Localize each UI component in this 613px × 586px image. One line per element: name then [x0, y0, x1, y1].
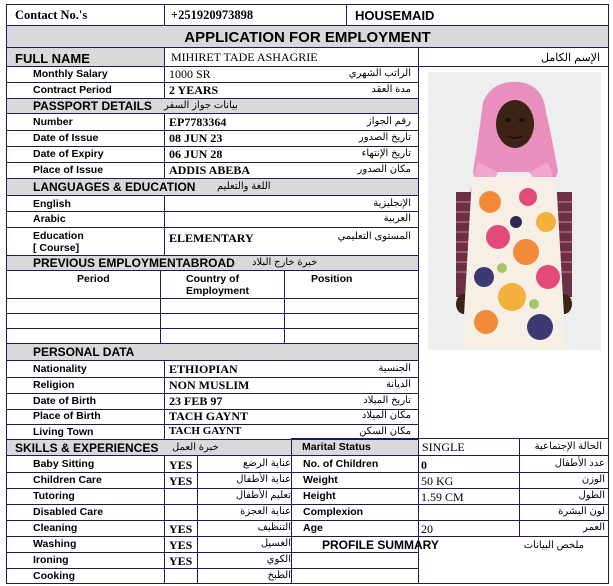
divider	[418, 456, 419, 536]
full-name-label: FULL NAME	[15, 51, 90, 66]
skill-baby-sitting: Baby Sitting	[33, 458, 95, 470]
nationality-arabic: الجنسية	[378, 363, 411, 374]
expiry-date-arabic: تاريخ الإنتهاء	[361, 148, 411, 159]
divider	[164, 361, 165, 439]
divider	[291, 520, 609, 521]
weight-label: Weight	[303, 474, 338, 486]
languages-title-arabic: اللغة والتعليم	[217, 181, 271, 192]
expiry-date-value: 06 JUN 28	[169, 147, 223, 161]
contact-value-cell	[164, 4, 347, 26]
skill-tutoring-arabic: تعليم الأطفال	[235, 490, 291, 501]
pob-arabic: مكان الميلاد	[361, 410, 411, 421]
skills-title-arabic: خبرة العمل	[172, 442, 219, 453]
divider	[6, 298, 419, 299]
arabic-arabic: العربية	[383, 213, 411, 224]
divider	[291, 472, 609, 473]
contact-value: +251920973898	[171, 8, 254, 22]
english-arabic: الإنجليزية	[373, 198, 411, 209]
column-period: Period	[77, 273, 110, 285]
profile-summary-box	[291, 536, 609, 584]
passport-number-label: Number	[33, 116, 73, 128]
applicant-photo-illustration	[428, 72, 601, 350]
issue-date-value: 08 JUN 23	[169, 131, 223, 145]
age-arabic: العمر	[583, 522, 605, 533]
issue-date-arabic: تاريخ الصدور	[358, 132, 411, 143]
previous-section-header	[7, 256, 418, 271]
skill-cleaning-value: YES	[169, 522, 193, 536]
dob-arabic: تاريخ الميلاد	[363, 395, 411, 406]
personal-section-header	[7, 344, 418, 361]
skill-children-care: Children Care	[33, 474, 102, 486]
skill-cooking: Cooking	[33, 570, 75, 582]
complexion-arabic: لون البشرة	[558, 506, 605, 517]
complexion-label: Complexion	[303, 506, 364, 518]
passport-title-arabic: بيانات جواز السفر	[164, 100, 238, 111]
profile-summary-arabic: ملخص البيانات	[523, 540, 584, 551]
children-label: No. of Children	[303, 458, 379, 470]
salary-arabic: الراتب الشهري	[348, 68, 411, 79]
english-label: English	[33, 198, 71, 210]
skill-disabled-care: Disabled Care	[33, 506, 104, 518]
education-value: ELEMENTARY	[169, 231, 254, 245]
salary-value: 1000 SR	[169, 67, 211, 81]
skill-cleaning-arabic: التنظيف	[257, 522, 291, 533]
nationality-value: ETHIOPIAN	[169, 362, 238, 376]
place-of-issue-label: Place of Issue	[33, 164, 104, 176]
education-arabic: المستوى التعليمي	[337, 231, 411, 242]
dob-value: 23 FEB 97	[169, 394, 223, 408]
personal-title: PERSONAL DATA	[33, 345, 135, 359]
skill-ironing-value: YES	[169, 554, 193, 568]
children-value: 0	[421, 458, 427, 472]
skills-title: SKILLS & EXPERIENCES	[15, 441, 159, 455]
skill-washing: Washing	[33, 538, 77, 550]
divider	[6, 227, 419, 228]
skill-washing-arabic: الغسيل	[260, 538, 291, 549]
skill-children-care-value: YES	[169, 474, 193, 488]
place-of-issue-arabic: مكان الصدور	[357, 164, 411, 175]
passport-title: PASSPORT DETAILS	[33, 99, 152, 113]
divider	[6, 211, 419, 212]
skill-baby-sitting-arabic: عناية الرضع	[242, 458, 291, 469]
religion-label: Religion	[33, 379, 75, 391]
living-town-value: TACH GAYNT	[169, 425, 242, 437]
height-value: 1.59 CM	[421, 490, 464, 504]
position-title: HOUSEMAID	[355, 8, 435, 23]
contract-label: Contract Period	[33, 84, 112, 96]
age-label: Age	[303, 522, 323, 534]
column-country: Country of Employment	[186, 273, 250, 297]
skill-baby-sitting-value: YES	[169, 458, 193, 472]
expiry-date-label: Date of Expiry	[33, 148, 104, 160]
previous-title-arabic: خبرة خارج البلاد	[252, 257, 318, 268]
weight-arabic: الوزن	[581, 474, 605, 485]
skill-cleaning: Cleaning	[33, 522, 78, 534]
living-town-label: Living Town	[33, 426, 94, 438]
divider	[6, 313, 419, 314]
skill-ironing: Ironing	[33, 554, 69, 566]
divider	[284, 271, 285, 343]
salary-label: Monthly Salary	[33, 68, 108, 80]
full-name-value: MIHIRET TADE ASHAGRIE	[171, 50, 318, 64]
contract-value: 2 YEARS	[169, 83, 219, 97]
children-arabic: عدد الأطفال	[554, 458, 605, 469]
position-cell	[346, 4, 609, 26]
age-value: 20	[421, 522, 433, 536]
skill-washing-value: YES	[169, 538, 193, 552]
full-name-arabic-cell	[418, 47, 609, 67]
education-sublabel: [ Course]	[33, 242, 80, 254]
religion-arabic: الديانة	[385, 379, 411, 390]
passport-number-value: EP7783364	[169, 115, 227, 129]
full-name-label-cell	[6, 47, 165, 67]
previous-title: PREVIOUS EMPLOYMENTABROAD	[33, 256, 235, 270]
skill-cooking-arabic: الطبخ	[267, 570, 291, 581]
full-name-value-cell	[164, 47, 419, 67]
divider	[164, 196, 165, 256]
issue-date-label: Date of Issue	[33, 132, 99, 144]
height-label: Height	[303, 490, 336, 502]
pob-value: TACH GAYNT	[169, 409, 249, 423]
education-label: Education	[33, 230, 84, 242]
living-town-arabic: مكان السكن	[359, 426, 411, 437]
height-arabic: الطول	[578, 490, 605, 501]
skill-ironing-arabic: الكوي	[266, 554, 291, 565]
skill-tutoring: Tutoring	[33, 490, 75, 502]
skill-children-care-arabic: عناية الأطفال	[236, 474, 291, 485]
marital-value: SINGLE	[422, 440, 465, 454]
weight-value: 50 KG	[421, 474, 454, 488]
divider	[6, 328, 419, 329]
dob-label: Date of Birth	[33, 395, 96, 407]
contact-label-cell	[6, 4, 165, 26]
profile-summary-title: PROFILE SUMMARY	[322, 538, 439, 552]
page-title: APPLICATION FOR EMPLOYMENT	[184, 29, 431, 46]
divider	[160, 271, 161, 343]
applicant-photo	[428, 72, 601, 350]
marital-row	[291, 438, 609, 456]
divider	[418, 438, 419, 456]
languages-title: LANGUAGES & EDUCATION	[33, 180, 196, 194]
full-name-arabic: الإسم الكامل	[541, 52, 600, 64]
arabic-label: Arabic	[33, 213, 66, 225]
marital-label: Marital Status	[302, 441, 371, 453]
contract-arabic: مدة العقد	[371, 84, 411, 95]
religion-value: NON MUSLIM	[169, 378, 250, 392]
languages-section-header	[7, 179, 418, 196]
contact-label: Contact No.'s	[15, 8, 88, 22]
marital-arabic: الحالة الإجتماعية	[534, 441, 602, 452]
skill-disabled-care-arabic: عناية العجزة	[240, 506, 291, 517]
passport-section-header	[7, 98, 418, 114]
title-bar	[6, 25, 609, 48]
column-position: Position	[311, 273, 353, 285]
place-of-issue-value: ADDIS ABEBA	[169, 163, 251, 177]
pob-label: Place of Birth	[33, 410, 101, 422]
passport-number-arabic: رقم الجواز	[366, 116, 411, 127]
nationality-label: Nationality	[33, 363, 87, 375]
